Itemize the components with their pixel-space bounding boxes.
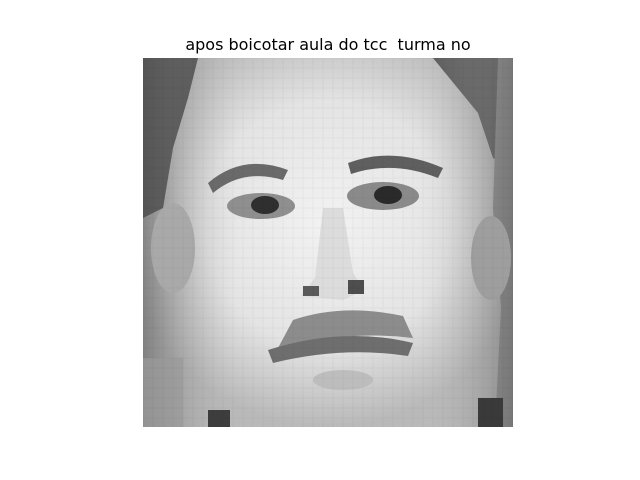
title-line-1: apos boicotar aula do tcc turma no: [185, 35, 471, 54]
face-image-graphic: [143, 58, 513, 427]
face-image: [143, 58, 513, 427]
